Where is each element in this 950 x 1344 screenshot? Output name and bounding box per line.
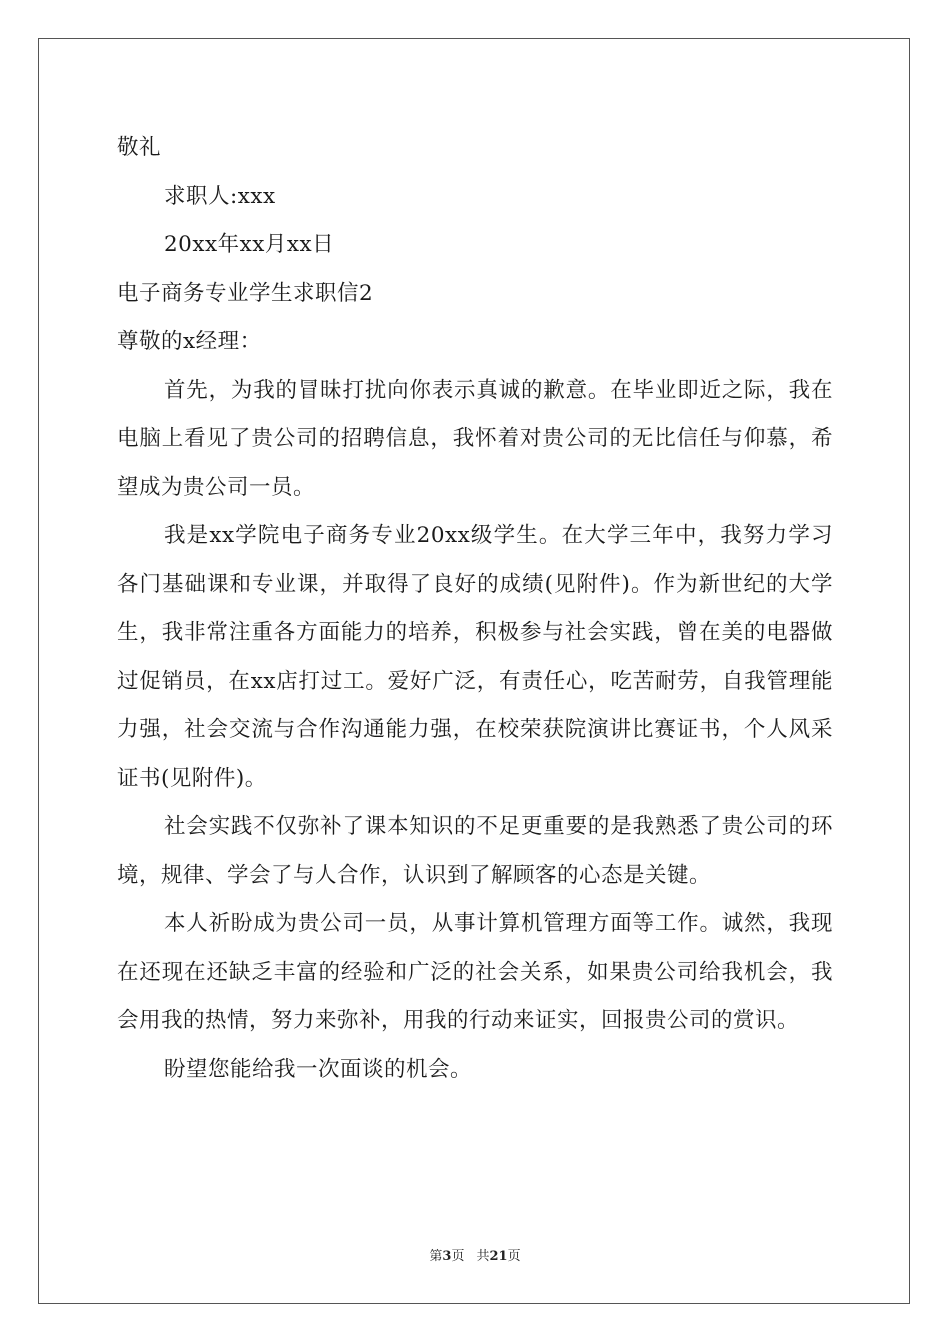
letter-body: [117, 124, 833, 1094]
page-number: 3: [442, 1249, 452, 1264]
body-paragraph-goal: 本人祈盼成为贵公司一员，从事计算机管理方面等工作。诚然，我现在还现在还缺乏丰富的经验和广泛的社会关系，如果贵公司给我机会，我会用我的热情，努力来弥补，用我的行动来证实，回报贵公司的赏识。: [117, 911, 833, 1033]
page-total: 21: [489, 1249, 508, 1264]
body-paragraph-practice: 社会实践不仅弥补了课本知识的不足更重要的是我熟悉了贵公司的环境，规律、学会了与人合作，认识到了解顾客的心态是关键。: [117, 814, 833, 888]
page-footer: [0, 1248, 950, 1266]
body-paragraph-background: 我是xx学院电子商务专业20xx级学生。在大学三年中，我努力学习各门基础课和专业课，并取得了良好的成绩(见附件)。作为新世纪的大学生，我非常注重各方面能力的培养，积极参与社会实践，曾在美的电器做过促销员，在xx店打过工。爱好广泛，有责任心，吃苦耐劳，自我管理能力强，社会交流与合作沟通能力强，在校荣获院演讲比赛证书，个人风采证书(见附件)。: [117, 523, 833, 791]
section-title: 电子商务专业学生求职信2: [117, 280, 374, 306]
body-paragraph-apology: 首先，为我的冒昧打扰向你表示真诚的歉意。在毕业即近之际，我在电脑上看见了贵公司的招聘信息，我怀着对贵公司的无比信任与仰慕，希望成为贵公司一员。: [117, 377, 833, 500]
page-suffix: 页: [451, 1249, 465, 1264]
body-paragraph-request: 盼望您能给我一次面谈的机会。: [164, 1056, 473, 1082]
page-prefix: 第: [429, 1249, 443, 1264]
salutation-line: 尊敬的x经理：: [117, 329, 262, 354]
total-prefix: 共: [476, 1249, 490, 1264]
date-line: 20xx年xx月xx日: [164, 232, 335, 257]
signature-line: 求职人:xxx: [164, 183, 276, 209]
total-suffix: 页: [507, 1249, 521, 1264]
closing-line: 敬礼: [117, 135, 162, 160]
